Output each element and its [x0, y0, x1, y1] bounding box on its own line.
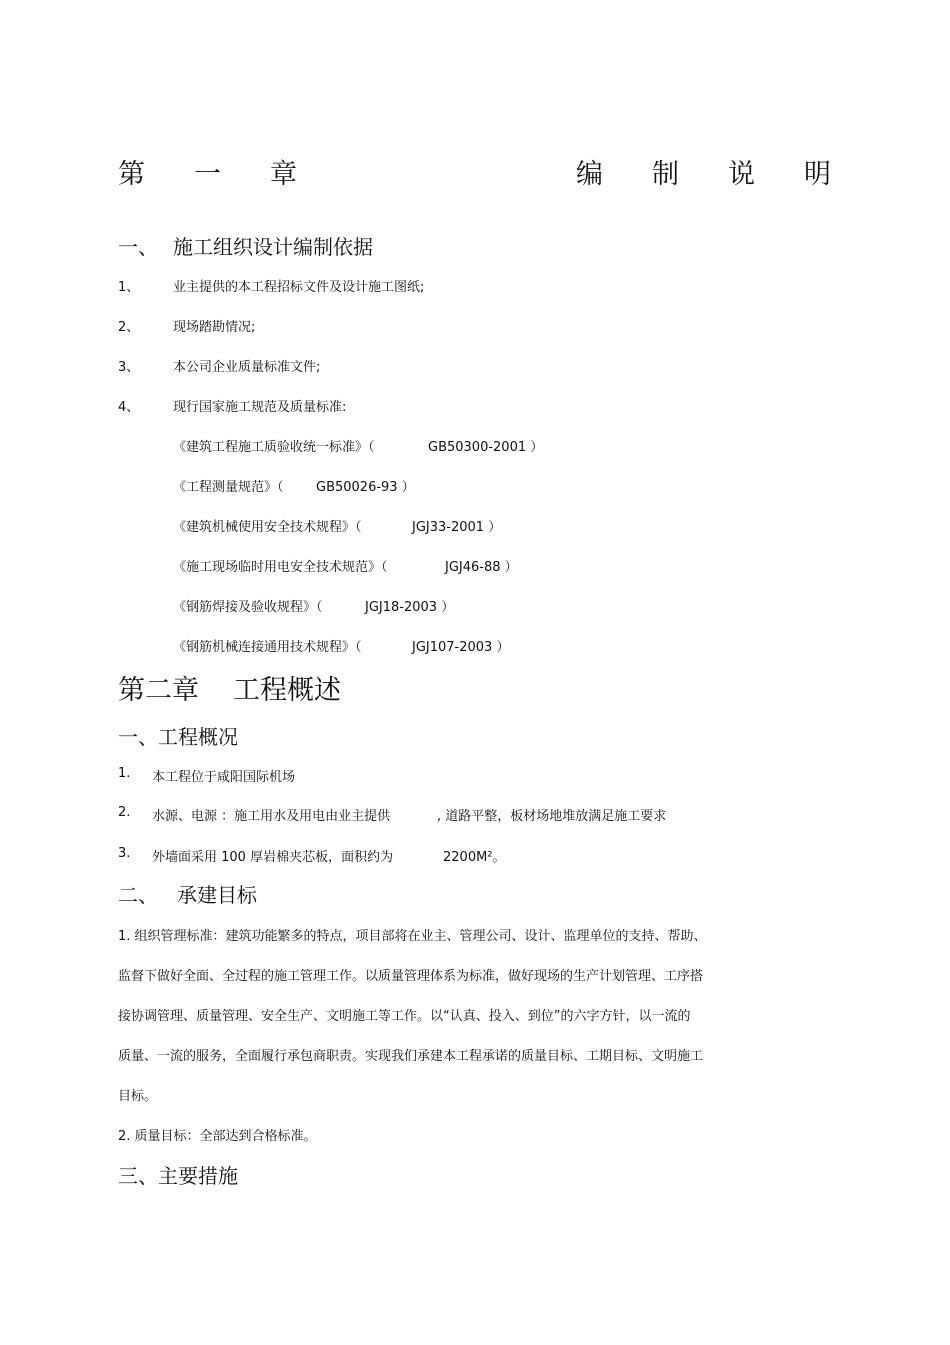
- list-item-text: 外墙面采用 100 厚岩棉夹芯板，面积约为: [152, 850, 394, 865]
- chapter1-title-char: 制: [652, 159, 679, 190]
- paragraph-line: 1. 组织管理标准：建筑功能繁多的特点，项目部将在业主、管理公司、设计、监理单位的支持、帮助、: [118, 929, 707, 944]
- section-number: 一、: [118, 235, 158, 259]
- list-item-text-continued: , 道路平整，板材场地堆放满足施工要求: [437, 809, 667, 824]
- standard-code: GB50300-2001 ）: [428, 440, 544, 455]
- paragraph-line: 接协调管理、质量管理、安全生产、文明施工等工作。以“认真、投入、到位”的六字方针，以一流的: [118, 1009, 691, 1024]
- section-title: 三、主要措施: [118, 1164, 238, 1188]
- list-item-number: 1.: [118, 766, 131, 781]
- standard-name: 《建筑机械使用安全技术规程》（: [173, 520, 362, 535]
- list-item-text: 业主提供的本工程招标文件及设计施工图纸;: [173, 280, 425, 295]
- list-item-number: 3.: [118, 846, 131, 861]
- standard-code: JGJ107-2003 ）: [412, 640, 510, 655]
- chapter1-title-char: 一: [194, 159, 221, 190]
- section-title: 一、工程概况: [118, 725, 238, 749]
- section-heading: [118, 231, 158, 260]
- standard-name: 《施工现场临时用电安全技术规范》（: [173, 560, 388, 575]
- list-item-number: 4、: [118, 400, 140, 415]
- list-item-number: 3、: [118, 360, 140, 375]
- chapter1-title: [0, 152, 950, 188]
- section-number: 二、: [118, 883, 158, 907]
- list-item-text: 现场踏勘情况;: [173, 320, 256, 335]
- paragraph-line: 目标。: [118, 1089, 158, 1104]
- section-title: 承建目标: [177, 883, 257, 907]
- chapter2-number: 第二章: [118, 675, 199, 706]
- standard-code: JGJ46-88 ）: [445, 560, 518, 575]
- chapter2-title: 工程概述: [233, 675, 341, 706]
- standard-name: 《工程测量规范》（: [173, 480, 284, 495]
- list-item-text: 本工程位于咸阳国际机场: [152, 770, 296, 785]
- chapter1-title-char: 章: [270, 159, 297, 190]
- list-item-number: 2、: [118, 320, 140, 335]
- paragraph-line: 质量、一流的服务，全面履行承包商职责。实现我们承建本工程承诺的质量目标、工期目标、文明施工: [118, 1049, 704, 1064]
- chapter1-title-char: 明: [804, 159, 831, 190]
- chapter1-title-char: 第: [118, 159, 145, 190]
- list-item-text-continued: 2200M²。: [443, 850, 506, 865]
- list-item-text: 本公司企业质量标准文件;: [173, 360, 321, 375]
- list-item-number: 2.: [118, 805, 131, 820]
- paragraph: 2. 质量目标：全部达到合格标准。: [118, 1129, 317, 1144]
- standard-code: JGJ33-2001 ）: [412, 520, 502, 535]
- standard-code: GB50026-93 ）: [316, 480, 415, 495]
- chapter1-title-char: 说: [728, 159, 755, 190]
- standard-name: 《钢筋机械连接通用技术规程》（: [173, 640, 362, 655]
- section-title: 施工组织设计编制依据: [173, 235, 373, 259]
- list-item-number: 1、: [118, 280, 140, 295]
- list-item-text: 现行国家施工规范及质量标准:: [173, 400, 347, 415]
- standard-code: JGJ18-2003 ）: [365, 600, 455, 615]
- paragraph-line: 监督下做好全面、全过程的施工管理工作。以质量管理体系为标准，做好现场的生产计划管理、工序搭: [118, 969, 704, 984]
- list-item-text: 水源、电源 ：施工用水及用电由业主提供: [152, 809, 391, 824]
- standard-name: 《钢筋焊接及验收规程》（: [173, 600, 323, 615]
- standard-name: 《建筑工程施工质验收统一标准》（: [173, 440, 375, 455]
- chapter1-title-char: 编: [576, 159, 603, 190]
